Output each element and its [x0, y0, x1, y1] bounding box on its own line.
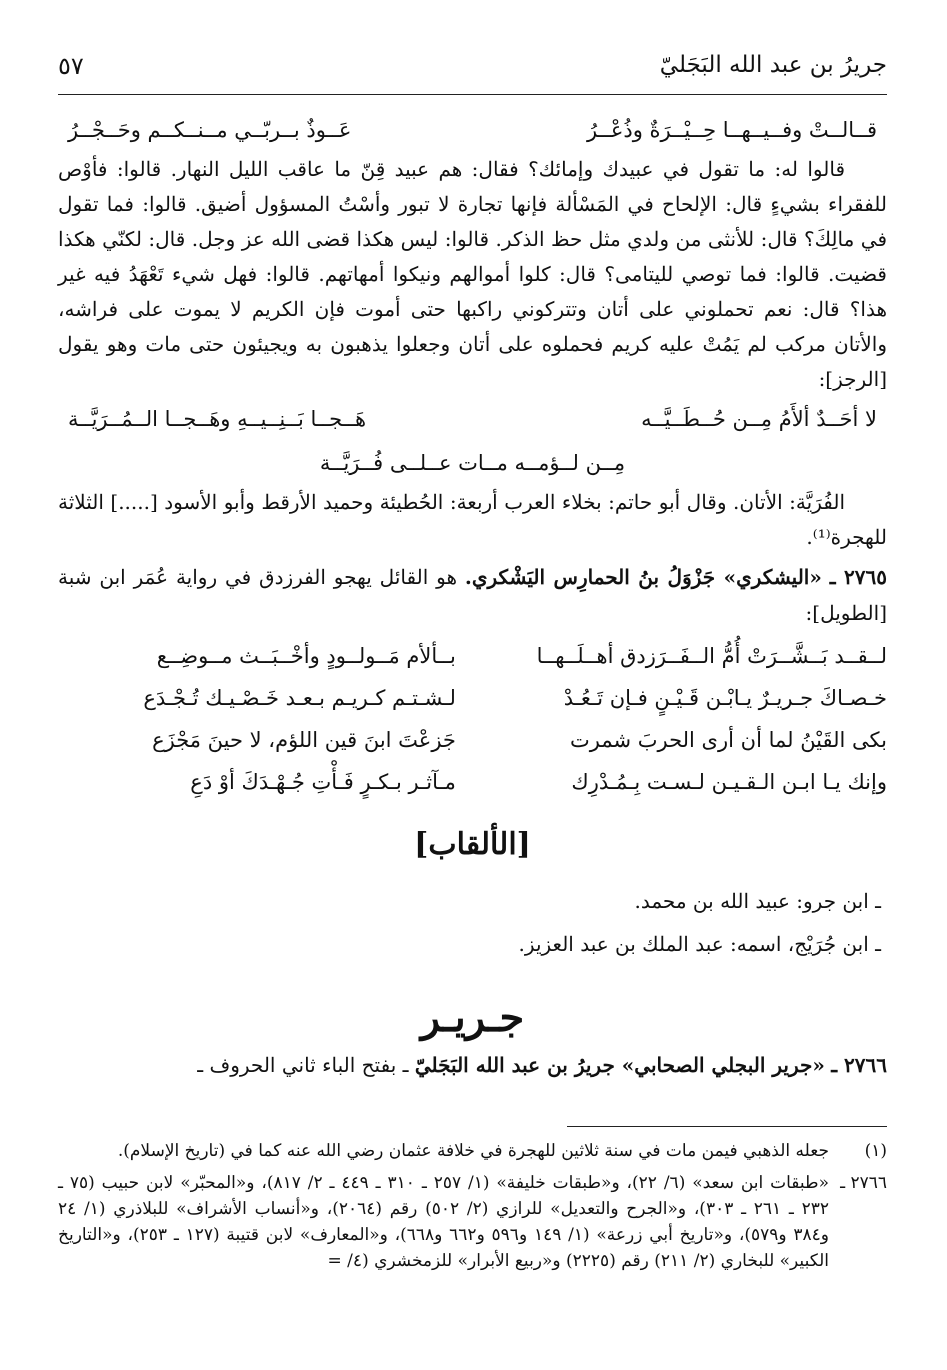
poem-first-hemistich: خـصـاكَ جـريـرٌ يـابْـن قَـيْـنٍ فـإن تَـعُـدْ	[563, 686, 887, 710]
running-title: جريرُ بن عبد الله البَجَليّ	[659, 52, 887, 78]
poem-line	[58, 635, 887, 677]
entry-2765	[58, 559, 887, 631]
name-heading: جـريـر	[420, 994, 525, 1041]
footnote	[58, 1138, 887, 1164]
alias-item: ـ ابن جرو: عبيد الله بن محمد.	[634, 889, 881, 913]
verse-line	[58, 397, 887, 441]
alias-list	[58, 880, 887, 966]
verse-first-hemistich: لا أحَــدٌ ألأَمُ مِــن حُــطَــيَّــه	[641, 407, 877, 431]
poem	[58, 635, 887, 803]
footnote-text: «طبقات ابن سعد» (٦/ ٢٢)، و«طبقات خليفة» (١/ ٢٥٧ ـ ٣١٠ ـ ٤٤٩ ـ ٢/ ٨١٧)، و«المحبّر» لابن حبيب (٧٥ ـ ٢٣٢ ـ ٢٦١ ـ ٣٠٣)، و«الجرح والتعديل» للرازي (٢/ ٥٠٢) رقم (٢٠٦٤)، و«أنساب الأشراف» للبلاذري (١/ ٢٤ و٣٨٤ و٥٧٩)، و«تاريخ أبي زرعة» (١/ ١٤٩ و٥٩٦ و٦٦٢ و٦٦٨)، و«المعارف» لابن قتيبة (١٢٧ ـ ٢٥٣)، و«التاريخ الكبير» للبخاري (٢/ ٢١١) رقم (٢٢٢٥) و«ربيع الأبرار» للزمخشري (٤/ =	[58, 1173, 829, 1271]
poem-second-hemistich: جَزعْتَ ابنَ قين اللؤم، لا حينَ مَجْزَع	[152, 728, 456, 752]
verse-second-hemistich: عَــوذٌ بــربّــي مــنــكــم وحَــجْــرُ	[68, 118, 352, 142]
body-paragraph: قالوا له: ما تقول في عبيدك وإمائك؟ فقال: هم عبيد قِنّ ما عاقب الليل النهار. قالوا: فأوْص للفقراء بشيءٍ قال: الإلحاح في المَسْألة فإنها تجارة لا تبور وأسْتُ المسؤول أضيق. قالوا: فما تقول في مالِكَ؟ قال: للأنثى من ولدي مثل حظ الذكر. قالوا: ليس هكذا قضى الله عز وجل. قال: لكنّي هكذا قضيت. قالوا: فما توصي لليتامى؟ قال: كلوا أموالهم ونيكوا أمهاتهم. قالوا: فهل شيء تَعْهَدُ فيه غير هذا؟ قال: نعم تحملوني على أتان وتتركوني راكبها حتى أموت فإن الكريم لا يموت على فراشه، والأتان مركب لم يَمُتْ عليه كريم فحملوه على أتان وجعلوا يذهبون به ويجيئون حتى مات وهو يقول [الرجز]:	[58, 157, 887, 391]
poem-line	[58, 719, 887, 761]
entry-name: «اليشكري» جَزْوَلُ بنُ الحمارِس اليَشْكري.	[464, 565, 822, 589]
poem-first-hemistich: بكى القَيْنُ لما أن أرى الحربَ شمرت	[569, 728, 887, 752]
footnote-mark: (١)	[864, 1141, 887, 1161]
page-header	[58, 48, 887, 92]
entry-number: ٢٧٦٦ ـ	[831, 1053, 887, 1077]
verse-single-line: مِــن لــؤمــه مــات عــلــى فُــرَيَّــة	[319, 451, 626, 475]
verse-line	[58, 441, 887, 485]
poem-second-hemistich: مـآثـر بـكـرٍ فَـأْتِ جُـهْـدَكَ أوْ دَعِ	[190, 770, 456, 794]
entry-text: ـ بفتح الباء ثاني الحروف ـ	[197, 1053, 409, 1077]
poem-line	[58, 761, 887, 803]
header-rule	[58, 94, 887, 95]
footnote-text: جعله الذهبي فيمن مات في سنة ثلاثين للهجرة في خلافة عثمان رضي الله عنه كما في (تاريخ الإسلام).	[117, 1141, 829, 1161]
poem-line	[58, 677, 887, 719]
verse-line	[58, 108, 887, 152]
alias-item: ـ ابن جُرَيْج، اسمه: عبد الملك بن عبد العزيز.	[518, 932, 881, 956]
footnote-mark: ٢٧٦٦ ـ	[840, 1173, 887, 1193]
poem-first-hemistich: لــقــد بَــشَّــرَتْ أُمُّ الــفَــرَزدق أهــلَــهــا	[536, 644, 887, 668]
entry-number: ٢٧٦٥ ـ	[829, 565, 888, 589]
poem-second-hemistich: بــألأم مَــولــودٍ وأخْــبَــث مــوضِــع	[156, 644, 456, 668]
poem-second-hemistich: لـشـتـم كـريـم بـعـد خَـصْـيـك تُـجْـدَع	[143, 686, 456, 710]
entry-2766	[58, 1047, 887, 1083]
verse-first-hemistich: قــالــتْ وفــيــهــا حِــيْــرَةٌ وذُعْــرُ	[586, 118, 877, 142]
entry-name: «جرير البجلي الصحابي» جريرُ بن عبد الله البَجَليّ	[414, 1053, 825, 1077]
page-number: ٥٧	[58, 52, 84, 80]
section-title: [الألقاب]	[414, 827, 531, 862]
verse-second-hemistich: هَــجــا بَــنِــيــهِ وهَــجــا الــمُــرَيَّــة	[68, 407, 367, 431]
entry-text: هو القائل يهجو الفرزدق في رواية عُمَر ابن شبة [الطويل]:	[58, 565, 887, 625]
footnotes	[58, 1138, 887, 1274]
footnote	[58, 1170, 887, 1274]
page-body	[58, 108, 887, 1083]
footnote-rule	[567, 1126, 887, 1127]
body-paragraph: الفُرَيَّة: الأتان. وقال أبو حاتم: بخلاء العرب أربعة: الحُطيئة وحميد الأرقط وأبو الأسود [.....] الثلاثة للهجرة⁽¹⁾.	[58, 490, 887, 549]
poem-first-hemistich: وإنك يـا ابـن الـقـيـن لـسـت بِـمُـدْرِك	[571, 770, 887, 794]
